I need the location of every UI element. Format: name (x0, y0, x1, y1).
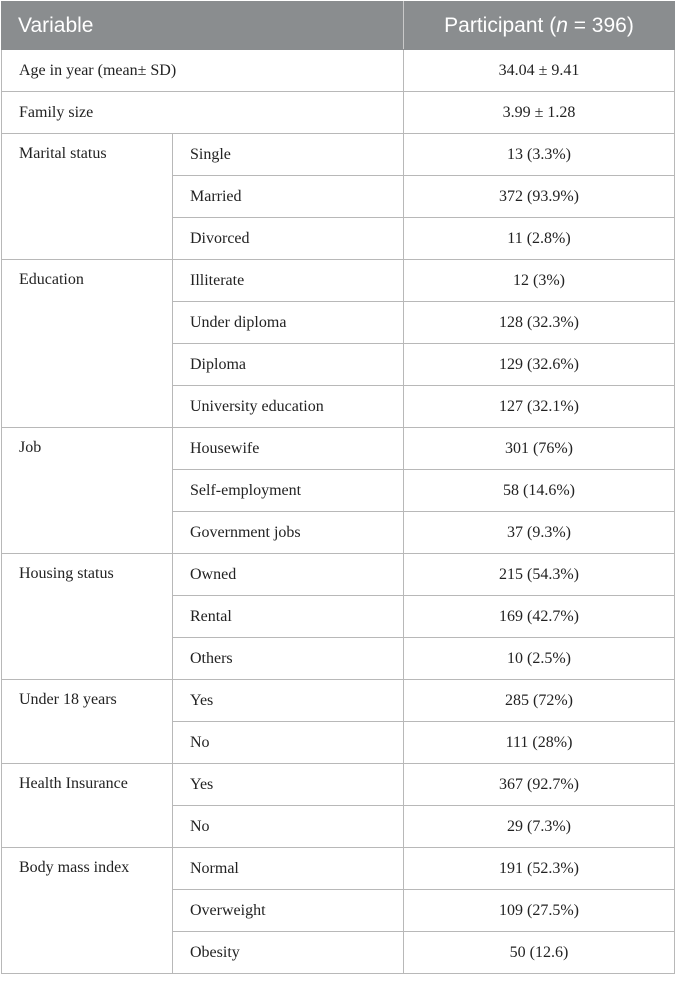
table-row (2, 848, 675, 890)
row-label: Owned (173, 554, 404, 596)
row-label: Housewife (173, 428, 404, 470)
row-value: 215 (54.3%) (404, 554, 675, 596)
row-value: 13 (3.3%) (404, 134, 675, 176)
table-row (2, 680, 675, 722)
row-label: Self-employment (173, 470, 404, 512)
row-value: 11 (2.8%) (404, 218, 675, 260)
row-label: Overweight (173, 890, 404, 932)
table-row (2, 554, 675, 596)
row-value: 3.99 ± 1.28 (404, 92, 675, 134)
row-label: Yes (173, 680, 404, 722)
row-label: University education (173, 386, 404, 428)
row-value: 372 (93.9%) (404, 176, 675, 218)
table-row (2, 92, 675, 134)
row-value: 10 (2.5%) (404, 638, 675, 680)
row-label: Yes (173, 764, 404, 806)
table-header-row (2, 2, 675, 50)
header-participant (404, 2, 675, 50)
row-value: 109 (27.5%) (404, 890, 675, 932)
row-value: 128 (32.3%) (404, 302, 675, 344)
header-participant-n: n (556, 13, 568, 37)
row-label: Normal (173, 848, 404, 890)
participant-characteristics-table (1, 1, 675, 974)
table-row (2, 50, 675, 92)
row-label: Government jobs (173, 512, 404, 554)
row-label: Divorced (173, 218, 404, 260)
category-cell: Health Insurance (2, 764, 173, 848)
table-row (2, 428, 675, 470)
row-label: Age in year (mean± SD) (2, 50, 404, 92)
row-label: Others (173, 638, 404, 680)
row-label: Obesity (173, 932, 404, 974)
category-cell: Housing status (2, 554, 173, 680)
row-value: 169 (42.7%) (404, 596, 675, 638)
row-value: 29 (7.3%) (404, 806, 675, 848)
header-participant-suffix: = 396) (567, 13, 634, 37)
row-label: No (173, 806, 404, 848)
header-participant-prefix: Participant ( (444, 13, 557, 37)
row-value: 50 (12.6) (404, 932, 675, 974)
table-row (2, 134, 675, 176)
table-row (2, 260, 675, 302)
row-value: 191 (52.3%) (404, 848, 675, 890)
row-value: 127 (32.1%) (404, 386, 675, 428)
row-value: 301 (76%) (404, 428, 675, 470)
category-cell: Marital status (2, 134, 173, 260)
row-value: 37 (9.3%) (404, 512, 675, 554)
row-value: 367 (92.7%) (404, 764, 675, 806)
row-value: 129 (32.6%) (404, 344, 675, 386)
row-label: No (173, 722, 404, 764)
header-variable: Variable (2, 2, 404, 50)
row-value: 34.04 ± 9.41 (404, 50, 675, 92)
table-row (2, 764, 675, 806)
row-label: Married (173, 176, 404, 218)
row-label: Single (173, 134, 404, 176)
row-label: Family size (2, 92, 404, 134)
row-label: Diploma (173, 344, 404, 386)
category-cell: Education (2, 260, 173, 428)
row-label: Illiterate (173, 260, 404, 302)
row-label: Rental (173, 596, 404, 638)
row-value: 285 (72%) (404, 680, 675, 722)
row-label: Under diploma (173, 302, 404, 344)
row-value: 58 (14.6%) (404, 470, 675, 512)
category-cell: Under 18 years (2, 680, 173, 764)
category-cell: Body mass index (2, 848, 173, 974)
row-value: 12 (3%) (404, 260, 675, 302)
row-value: 111 (28%) (404, 722, 675, 764)
category-cell: Job (2, 428, 173, 554)
